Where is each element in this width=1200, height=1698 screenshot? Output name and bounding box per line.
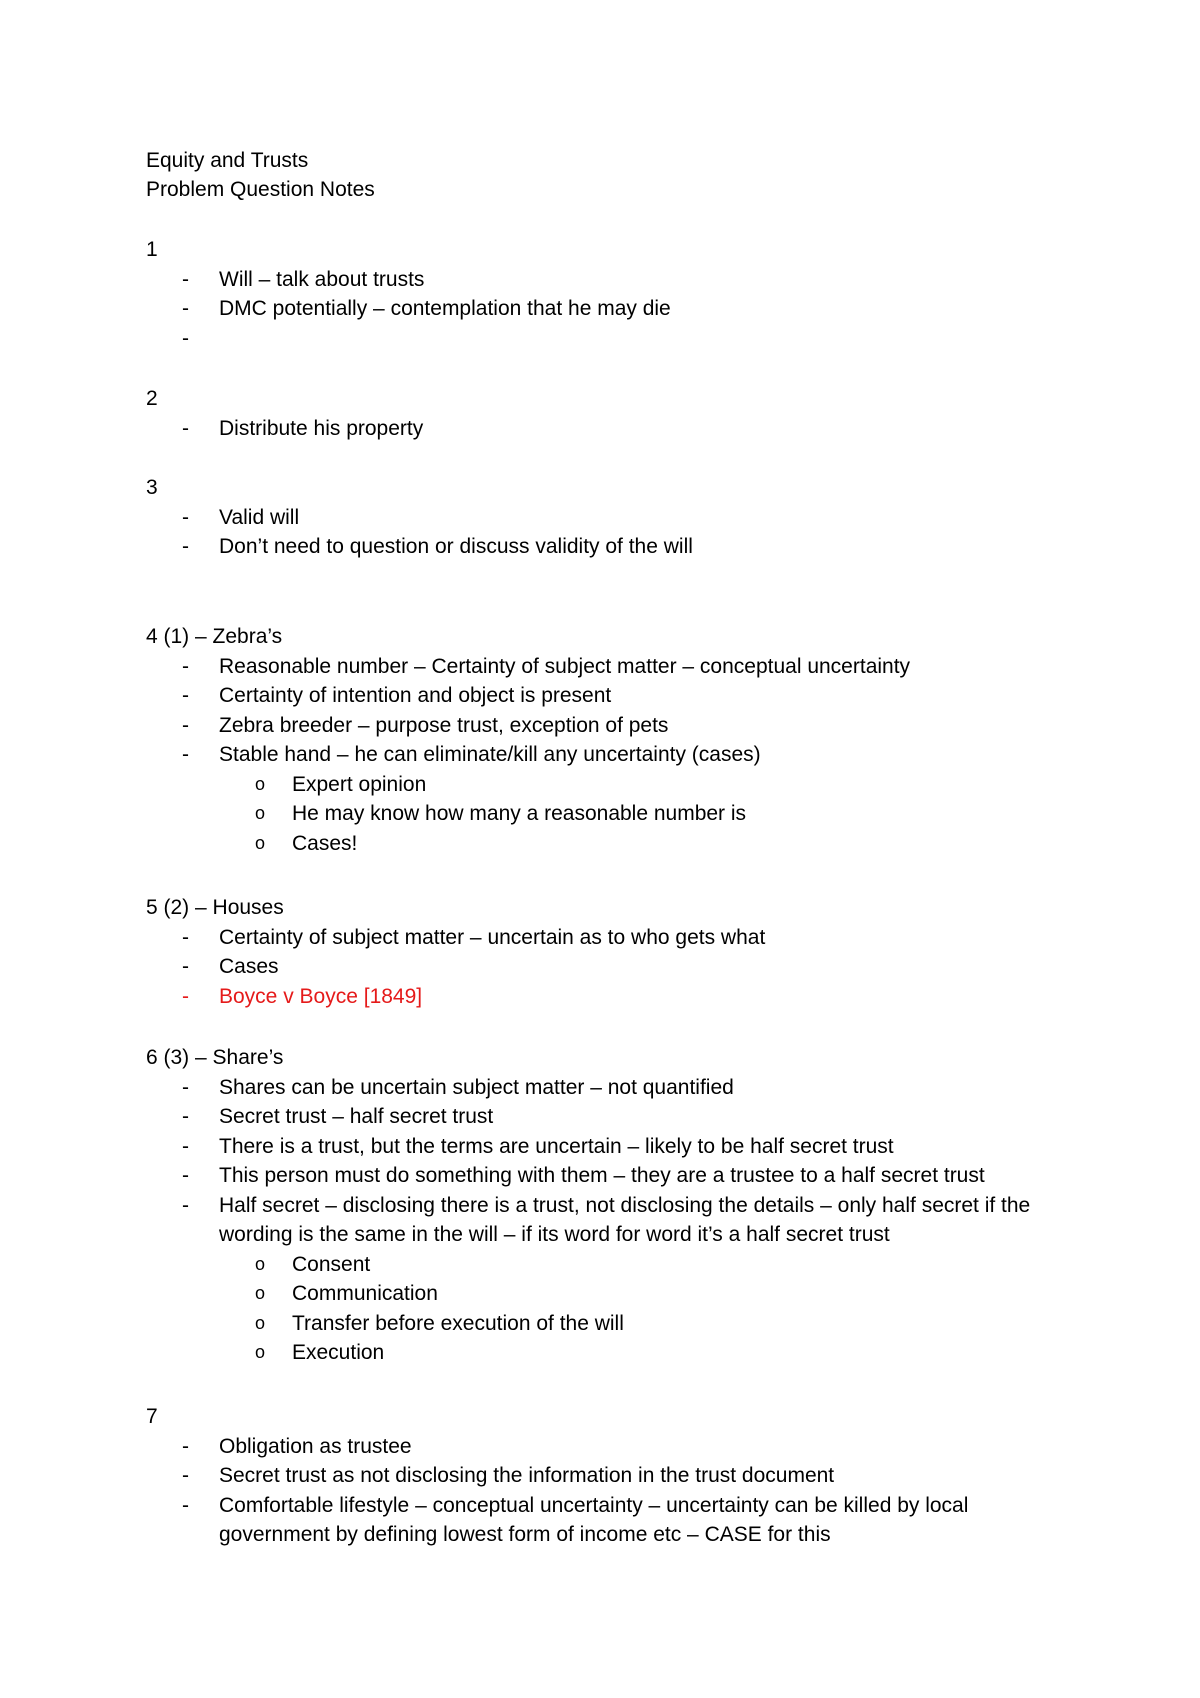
sub-bullet-item — [146, 829, 992, 859]
section-1 — [146, 235, 1119, 353]
bullet-item — [146, 324, 1119, 354]
sub-bullet-text: Cases! — [292, 831, 358, 855]
section-heading: 2 — [146, 387, 158, 410]
sub-bullet-item — [146, 1309, 992, 1339]
section-heading: 6 (3) – Share’s — [146, 1046, 284, 1069]
case-citation: Boyce v Boyce [1849] — [219, 984, 423, 1008]
section-heading: 5 (2) – Houses — [146, 896, 284, 919]
dash-marker: - — [182, 654, 189, 678]
document-title: Equity and Trusts — [146, 149, 309, 172]
dash-marker: - — [182, 925, 189, 949]
bullet-item — [146, 294, 1119, 324]
circle-marker: o — [255, 803, 266, 823]
bullet-text: Distribute his property — [219, 416, 424, 440]
bullet-text: Certainty of subject matter – uncertain as to who gets what — [219, 925, 766, 949]
bullet-text: Shares can be uncertain subject matter – not quantified — [219, 1075, 734, 1099]
dash-marker: - — [182, 505, 189, 529]
dash-marker: - — [182, 535, 189, 558]
bullet-text: Secret trust – half secret trust — [219, 1105, 494, 1128]
circle-marker: o — [255, 773, 266, 794]
sub-bullet-item — [146, 1250, 992, 1280]
dash-marker: - — [182, 267, 189, 291]
bullet-text: Reasonable number – Certainty of subject matter – conceptual uncertainty — [219, 654, 911, 678]
sub-bullet-item — [146, 799, 992, 829]
bullet-item — [146, 503, 1119, 533]
section-heading: 4 (1) – Zebra’s — [146, 625, 283, 648]
sub-bullet-text: Transfer before execution of the will — [292, 1311, 624, 1335]
bullet-text: Certainty of intention and object is present — [219, 684, 612, 707]
sub-bullet-text: He may know how many a reasonable number is — [292, 802, 747, 825]
bullet-text: Secret trust as not disclosing the information in the trust document — [219, 1464, 835, 1487]
bullet-text: Half secret – disclosing there is a trust, not disclosing the details – only half secret if the wording is the same in the will – if its word for word it’s a half secret trust — [219, 1193, 1031, 1246]
dash-marker: - — [182, 326, 189, 350]
bullet-item — [146, 532, 1119, 562]
bullet-text: Valid will — [219, 505, 300, 529]
dash-marker: - — [182, 1493, 189, 1517]
bullet-item — [146, 1102, 1119, 1132]
bullet-item — [146, 1432, 1119, 1462]
bullet-item — [146, 923, 1119, 953]
dash-marker: - — [182, 1075, 189, 1099]
dash-marker: - — [182, 684, 189, 707]
sub-bullet-text: Consent — [292, 1252, 371, 1276]
bullet-text: Zebra breeder – purpose trust, exception of pets — [219, 713, 669, 737]
section-6 — [146, 1043, 1119, 1368]
bullet-item — [146, 265, 1119, 295]
dash-marker: - — [182, 416, 189, 440]
bullet-text: Obligation as trustee — [219, 1434, 412, 1458]
bullet-item — [146, 982, 1119, 1012]
sub-bullet-item — [146, 1338, 992, 1368]
section-heading: 3 — [146, 476, 158, 499]
dash-marker: - — [182, 297, 189, 320]
sub-bullet-text: Expert opinion — [292, 772, 427, 796]
section-7 — [146, 1402, 1119, 1550]
bullet-text: Comfortable lifestyle – conceptual uncertainty – uncertainty can be killed by local government by defining lowest form of income etc – CASE for this — [219, 1493, 969, 1546]
bullet-text: Don’t need to question or discuss validity of the will — [219, 535, 693, 558]
circle-marker: o — [255, 1253, 266, 1274]
bullet-text: Stable hand – he can eliminate/kill any uncertainty (cases) — [219, 743, 761, 766]
section-heading: 1 — [146, 238, 158, 261]
bullet-item — [146, 652, 1119, 682]
sub-bullet-item — [146, 770, 992, 800]
circle-marker: o — [255, 832, 266, 853]
bullet-item — [146, 1491, 1039, 1550]
dash-marker: - — [182, 1105, 189, 1128]
bullet-item — [146, 740, 1119, 770]
bullet-text: DMC potentially – contemplation that he may die — [219, 297, 671, 320]
dash-marker: - — [182, 1193, 189, 1217]
dash-marker: - — [182, 1464, 189, 1487]
bullet-item — [146, 681, 1119, 711]
bullet-item — [146, 1461, 1119, 1491]
bullet-item — [146, 1073, 1119, 1103]
section-5 — [146, 893, 1119, 1011]
bullet-text: Cases — [219, 955, 279, 978]
bullet-item — [146, 711, 1119, 741]
bullet-item — [146, 1161, 1119, 1191]
bullet-item — [146, 1191, 1049, 1250]
section-2 — [146, 384, 1119, 443]
bullet-text: Will – talk about trusts — [219, 267, 425, 291]
dash-marker: - — [182, 955, 189, 978]
bullet-text: There is a trust, but the terms are uncertain – likely to be half secret trust — [219, 1134, 894, 1158]
dash-marker: - — [182, 984, 189, 1008]
document-header — [146, 146, 375, 204]
dash-marker: - — [182, 1134, 189, 1158]
sub-bullet-text: Communication — [292, 1282, 438, 1305]
section-heading: 7 — [146, 1405, 158, 1428]
sub-bullet-item — [146, 1279, 992, 1309]
circle-marker: o — [255, 1312, 266, 1333]
circle-marker: o — [255, 1342, 266, 1362]
document-subtitle: Problem Question Notes — [146, 178, 375, 201]
bullet-text: This person must do something with them – they are a trustee to a half secret trust — [219, 1164, 985, 1187]
section-4 — [146, 622, 1119, 858]
section-3 — [146, 473, 1119, 562]
circle-marker: o — [255, 1283, 266, 1303]
sub-bullet-text: Execution — [292, 1341, 385, 1364]
bullet-item — [146, 414, 1119, 444]
bullet-item — [146, 952, 1119, 982]
dash-marker: - — [182, 1164, 189, 1187]
dash-marker: - — [182, 713, 189, 737]
bullet-item — [146, 1132, 1119, 1162]
dash-marker: - — [182, 743, 189, 766]
dash-marker: - — [182, 1434, 189, 1458]
